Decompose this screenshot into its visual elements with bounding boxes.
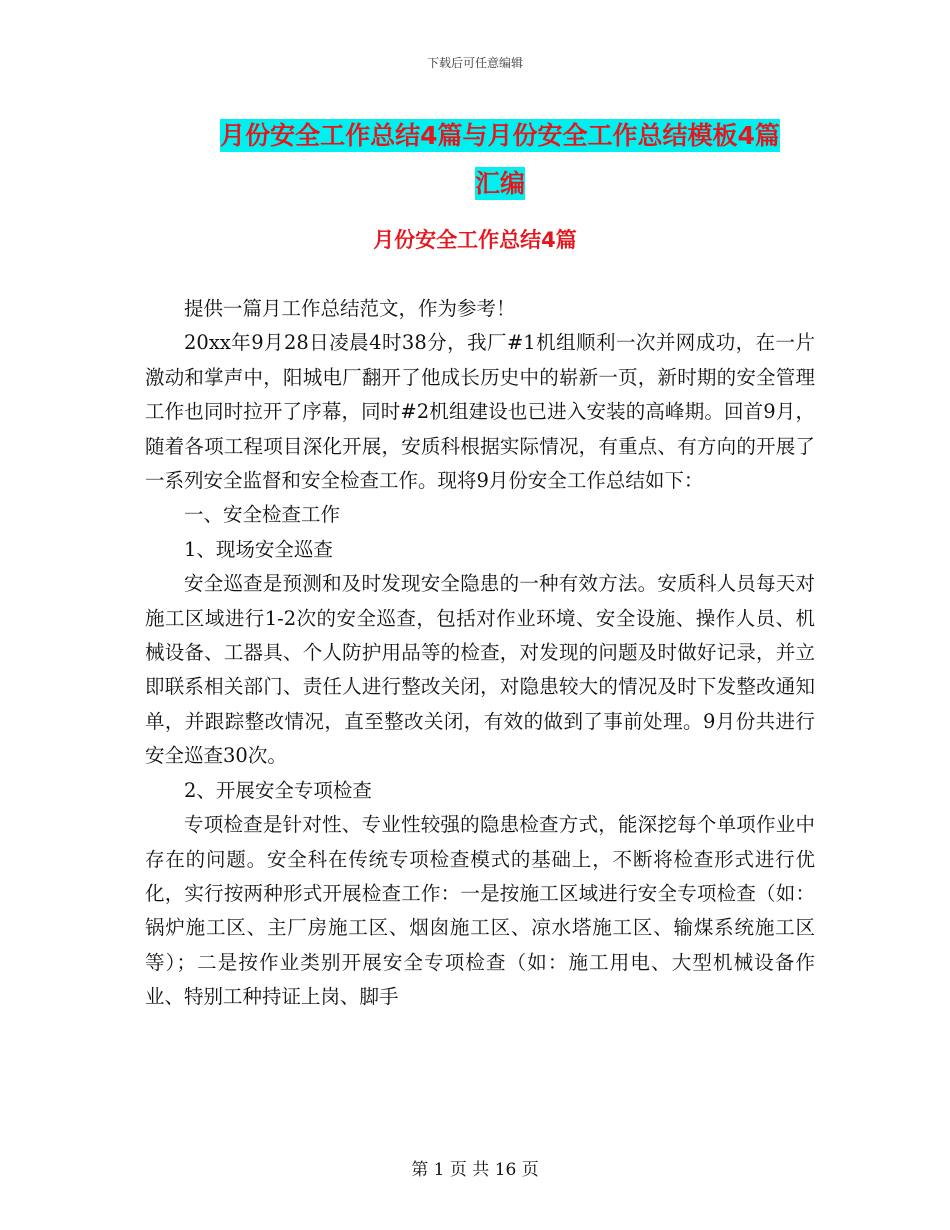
document-title-line-2: 汇编	[474, 169, 525, 198]
document-title-line-1: 月份安全工作总结4篇与月份安全工作总结模板4篇	[220, 121, 780, 150]
paragraph-site-patrol: 安全巡查是预测和及时发现安全隐患的一种有效方法。安质科人员每天对施工区域进行1-2次的安全巡查，包括对作业环境、安全设施、操作人员、机械设备、工器具、个人防护用品等的检查，对发现的问题及时做好记录，并立即联系相关部门、责任人进行整改关闭，对隐患较大的情况及时下发整改通知单，并跟踪整改情况，直至整改关闭，有效的做到了事前处理。9月份共进行安全巡查30次。	[145, 572, 815, 768]
document-title	[120, 112, 880, 208]
section-title: 月份安全工作总结4篇	[373, 228, 577, 252]
page-number: 第 1 页 共 16 页	[411, 1160, 539, 1180]
paragraph-overview: 20xx年9月28日凌晨4时38分，我厂#1机组顺利一次并网成功，在一片激动和掌声中，阳城电厂翻开了他成长历史中的崭新一页，新时期的安全管理工作也同时拉开了序幕，同时#2机组建设也已进入安装的高峰期。回首9月，随着各项工程项目深化开展，安质科根据实际情况，有重点、有方向的开展了一系列安全监督和安全检查工作。现将9月份安全工作总结如下：	[145, 331, 815, 493]
header-note: 下载后可任意编辑	[426, 56, 523, 70]
subheading-site-patrol: 1、现场安全巡查	[184, 537, 333, 561]
paragraph-special-inspection: 专项检查是针对性、专业性较强的隐患检查方式，能深挖每个单项作业中存在的问题。安全科在传统专项检查模式的基础上，不断将检查形式进行优化，实行按两种形式开展检查工作：一是按施工区域进行安全专项检查（如：锅炉施工区、主厂房施工区、烟囱施工区、凉水塔施工区、输煤系统施工区等）；二是按作业类别开展安全专项检查（如：施工用电、大型机械设备作业、特别工种持证上岗、脚手	[145, 813, 815, 1009]
paragraph-intro: 提供一篇月工作总结范文，作为参考！	[184, 297, 516, 320]
document-body	[145, 292, 815, 1015]
subheading-special-inspection: 2、开展安全专项检查	[184, 778, 372, 802]
heading-safety-inspection: 一、安全检查工作	[184, 503, 341, 527]
